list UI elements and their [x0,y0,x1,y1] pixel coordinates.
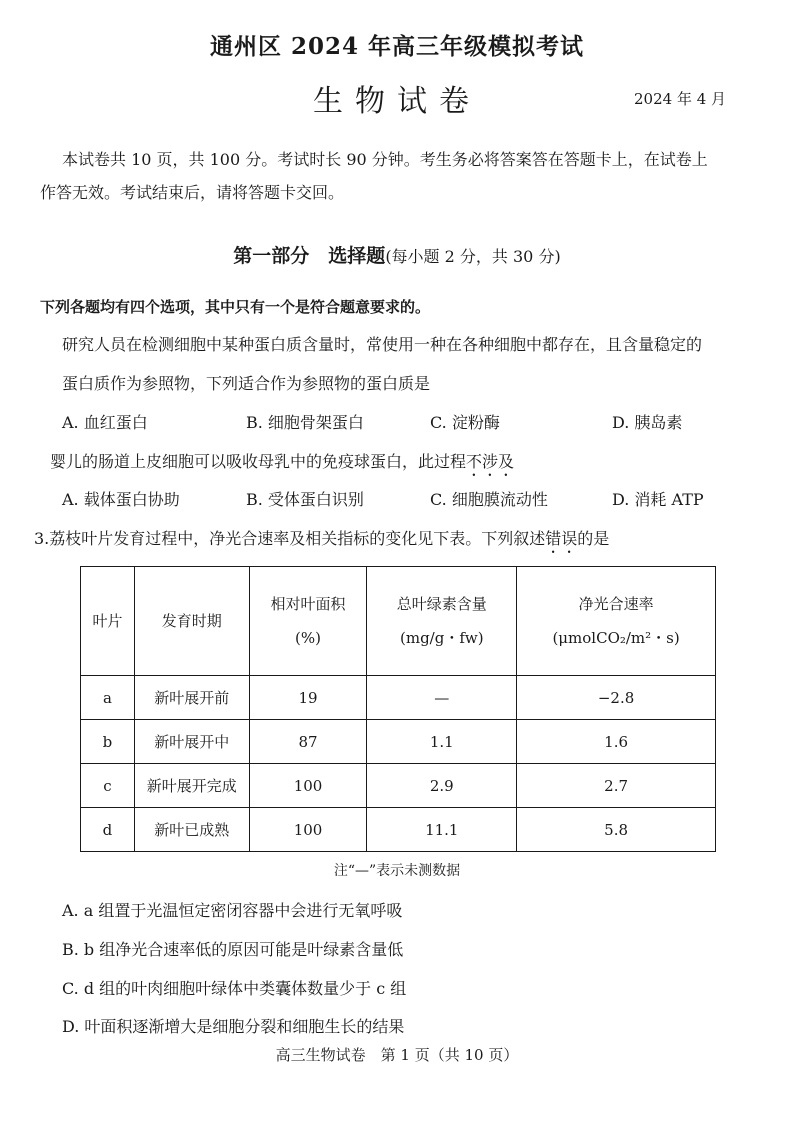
q3-stem-end: 的是 [577,529,610,548]
cell-photosynthesis: 2.7 [517,764,716,808]
cell-period: 新叶展开完成 [134,764,249,808]
q2-option-d: D. 消耗 ATP [612,490,704,509]
cell-leaf: d [81,808,135,852]
q3-text [34,526,609,557]
q2-option-c: C. 细胞膜流动性 [430,490,548,509]
header-area-unit: (%) [295,629,321,647]
q1-option-b: B. 细胞骨架蛋白 [246,413,364,432]
header-chlorophyll-label: 总叶绿素含量 [396,595,487,613]
cell-photosynthesis: 1.6 [517,720,716,764]
table-note: 注“—”表示未测数据 [333,863,461,879]
table-row [81,808,716,852]
q2-emphasis: 不涉及 [466,452,515,471]
q2-option-b: B. 受体蛋白识别 [246,490,364,509]
choice-instruction: 下列各题均有四个选项，其中只有一个是符合题意要求的。 [40,298,431,316]
header-photosynthesis-unit: (μmolCO₂/m²・s) [552,629,680,647]
page-footer: 高三生物试卷 第 1 页（共 10 页） [275,1046,519,1064]
leaf-development-table [80,566,716,852]
q2-text [50,449,514,480]
cell-leaf: b [81,720,135,764]
table-row [81,720,716,764]
subject-title: 生物试卷 [313,84,481,119]
header-photosynthesis [517,567,716,676]
section-score-note: (每小题 2 分，共 30 分) [385,247,561,266]
q3-number: 3. [34,529,50,548]
q1-text-line-1: 研究人员在检测细胞中某种蛋白质含量时，常使用一种在各种细胞中都存在，且含量稳定的 [62,335,703,354]
cell-chlorophyll: 2.9 [367,764,517,808]
q3-stem: 荔枝叶片发育过程中，净光合速率及相关指标的变化见下表。下列叙述 [49,529,546,548]
exam-title: 通州区 2024 年高三年级模拟考试 [209,33,585,60]
cell-photosynthesis: −2.8 [517,676,716,720]
q2-stem: 婴儿的肠道上皮细胞可以吸收母乳中的免疫球蛋白，此过程 [50,452,467,471]
q3-emphasis: 错误 [545,529,578,548]
q3-option-c: C. d 组的叶肉细胞叶绿体中类囊体数量少于 c 组 [62,979,407,998]
section-heading [0,241,794,268]
cell-period: 新叶展开中 [134,720,249,764]
table-header-row [81,567,716,676]
header-area-label: 相对叶面积 [270,595,346,613]
header-chlorophyll [367,567,517,676]
header-period: 发育时期 [134,567,249,676]
instructions-line-2: 作答无效。考试结束后，请将答题卡交回。 [40,183,345,202]
q1-text-line-2: 蛋白质作为参照物，下列适合作为参照物的蛋白质是 [62,374,431,393]
header-photosynthesis-label: 净光合速率 [578,595,654,613]
table-row [81,764,716,808]
q3-option-a: A. a 组置于光温恒定密闭容器中会进行无氧呼吸 [62,901,403,920]
cell-chlorophyll: — [367,676,517,720]
instructions-line-1: 本试卷共 10 页，共 100 分。考试时长 90 分钟。考生务必将答案答在答题卡上，在试卷上 [62,150,708,169]
section-title: 第一部分 选择题 [233,245,386,267]
cell-chlorophyll: 11.1 [367,808,517,852]
header-area [249,567,367,676]
exam-instructions [40,143,738,209]
cell-photosynthesis: 5.8 [517,808,716,852]
q1-option-c: C. 淀粉酶 [430,413,500,432]
cell-leaf: c [81,764,135,808]
cell-area: 19 [249,676,367,720]
q2-option-a: A. 载体蛋白协助 [62,490,180,509]
header-chlorophyll-unit: (mg/g・fw) [400,629,484,647]
cell-chlorophyll: 1.1 [367,720,517,764]
cell-period: 新叶已成熟 [134,808,249,852]
q1-option-d: D. 胰岛素 [612,413,683,432]
q3-option-b: B. b 组净光合速率低的原因可能是叶绿素含量低 [62,940,404,959]
exam-date: 2024 年 4 月 [634,90,727,108]
cell-area: 100 [249,808,367,852]
cell-period: 新叶展开前 [134,676,249,720]
cell-area: 100 [249,764,367,808]
table-row [81,676,716,720]
cell-area: 87 [249,720,367,764]
header-leaf: 叶片 [81,567,135,676]
q1-option-a: A. 血红蛋白 [62,413,148,432]
q3-option-d: D. 叶面积逐渐增大是细胞分裂和细胞生长的结果 [62,1017,405,1036]
cell-leaf: a [81,676,135,720]
